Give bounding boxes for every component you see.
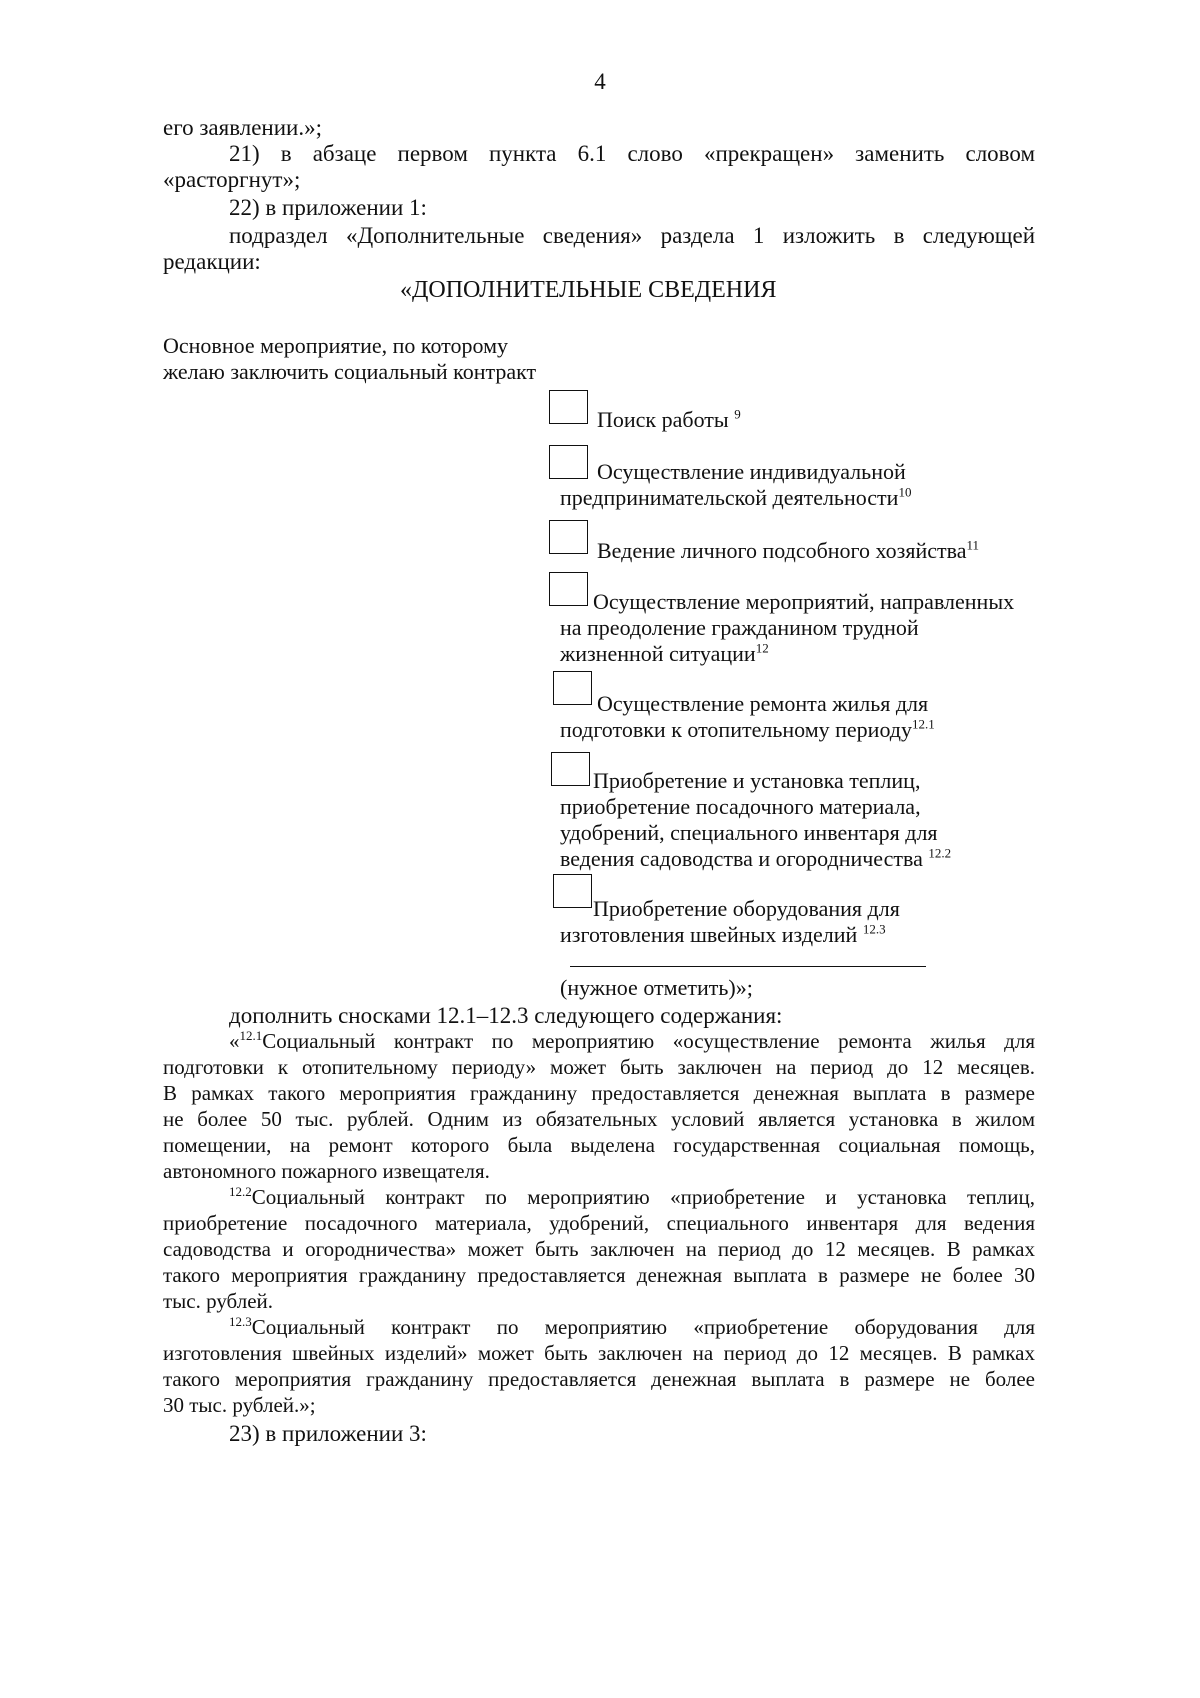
footnote-12-3-line4: 30 тыс. рублей.»; [163, 1393, 316, 1417]
option-entrepreneurship-line2: предпринимательской деятельности$^{10}$ [560, 484, 912, 510]
footnote-ref-12: 12 [755, 640, 769, 656]
selection-underline [570, 966, 926, 967]
checkbox-entrepreneurship[interactable] [549, 445, 588, 479]
footnote-ref-12-1: 12.1 [912, 716, 935, 732]
subsection-line1: подраздел «Дополнительные сведения» раздела 1 изложить в следующей [229, 223, 1035, 248]
footnote-12-1-line5: помещении, на ремонт которого была выделена государственная социальная помощь, [163, 1133, 1035, 1157]
option-sewing-line1: Приобретение оборудования для [593, 896, 900, 921]
footnote-12-1-line6: автономного пожарного извещателя. [163, 1159, 490, 1183]
form-question-line2: желаю заключить социальный контракт [163, 359, 537, 384]
checkbox-housing-repair[interactable] [553, 671, 592, 705]
item-22: 22) в приложении 1: [229, 195, 427, 220]
option-housing-repair-line1: Осуществление ремонта жилья для [597, 691, 929, 716]
option-sewing-line2: изготовления швейных изделий $^{12.3}$ [560, 921, 886, 947]
option-job-search-label: Поиск работы $^9$ [597, 406, 741, 432]
footnote-ref-9: 9 [734, 406, 741, 422]
footnote-ref-11: 11 [966, 537, 980, 553]
footnote-12-3-line1: $^{12.3}$Социальный контракт по мероприятию «приобретение оборудования для [229, 1314, 1035, 1339]
option-difficult-situation-line1: Осуществление мероприятий, направленных [593, 589, 1015, 614]
footnote-12-2-line2: приобретение посадочного материала, удобрений, специального инвентаря для ведения [163, 1211, 1035, 1235]
select-hint: (нужное отметить)»; [560, 975, 753, 1000]
footnote-ref-12-3: 12.3 [862, 921, 886, 937]
footnote-12-1-line2: подготовки к отопительному периоду» может быть заключен на период до 12 месяцев. [163, 1055, 1035, 1079]
option-greenhouses-line3: удобрений, специального инвентаря для [560, 820, 938, 845]
item-23: 23) в приложении 3: [229, 1421, 427, 1446]
footnote-12-1-line1: «$^{12.1}$Социальный контракт по мероприятию «осуществление ремонта жилья для [229, 1028, 1035, 1053]
option-household-farming-label: Ведение личного подсобного хозяйства$^{11}$ [597, 537, 980, 563]
footnote-12-3-line3: такого мероприятия гражданину предоставляется денежная выплата в размере не более [163, 1367, 1035, 1391]
item-21-line2: «расторгнут»; [163, 167, 301, 192]
option-entrepreneurship-line1: Осуществление индивидуальной [597, 459, 906, 484]
footnote-12-1-line4: не более 50 тыс. рублей. Одним из обязательных условий является установка в жилом [163, 1107, 1035, 1131]
footnote-12-2-line1: $^{12.2}$Социальный контракт по мероприятию «приобретение и установка теплиц, [229, 1184, 1035, 1209]
checkbox-sewing-equipment[interactable] [553, 874, 592, 908]
footnote-12-3-line2: изготовления швейных изделий» может быть заключен на период до 12 месяцев. В рамках [163, 1341, 1035, 1365]
checkbox-greenhouses-gardening[interactable] [551, 752, 590, 786]
footnote-12-3-number: 12.3 [229, 1314, 252, 1329]
intro-line: его заявлении.»; [163, 115, 323, 140]
footnote-12-1-line3: В рамках такого мероприятия гражданину предоставляется денежная выплата в размере [163, 1081, 1035, 1105]
footnote-ref-10: 10 [898, 484, 912, 500]
checkbox-household-farming[interactable] [549, 520, 588, 554]
item-21-line1: 21) в абзаце первом пункта 6.1 слово «прекращен» заменить словом [229, 141, 1035, 166]
subsection-line2: редакции: [163, 249, 261, 274]
footnote-12-2-number: 12.2 [229, 1184, 252, 1199]
page-number: 4 [594, 69, 606, 94]
footnote-ref-12-2: 12.2 [928, 845, 952, 861]
footnote-12-2-line5: тыс. рублей. [163, 1289, 274, 1313]
form-question-line1: Основное мероприятие, по которому [163, 333, 509, 358]
section-title: «ДОПОЛНИТЕЛЬНЫЕ СВЕДЕНИЯ [400, 277, 777, 303]
option-greenhouses-line2: приобретение посадочного материала, [560, 794, 921, 819]
option-difficult-situation-line3: жизненной ситуации$^{12}$ [560, 640, 769, 666]
option-housing-repair-line2: подготовки к отопительному периоду$^{12.1}$ [560, 716, 935, 742]
option-greenhouses-line1: Приобретение и установка теплиц, [593, 768, 921, 793]
footnote-12-2-line4: такого мероприятия гражданину предоставляется денежная выплата в размере не более 30 [163, 1263, 1035, 1287]
footnotes-intro: дополнить сносками 12.1–12.3 следующего содержания: [229, 1003, 783, 1028]
option-greenhouses-line4: ведения садоводства и огородничества $^{12.2}$ [560, 845, 952, 871]
checkbox-difficult-situation[interactable] [549, 572, 588, 606]
footnote-12-1-number: 12.1 [239, 1028, 263, 1043]
option-difficult-situation-line2: на преодоление гражданином трудной [560, 615, 919, 640]
footnote-12-2-line3: садоводства и огородничества» может быть заключен на период до 12 месяцев. В рамках [163, 1237, 1035, 1261]
checkbox-job-search[interactable] [549, 390, 588, 424]
